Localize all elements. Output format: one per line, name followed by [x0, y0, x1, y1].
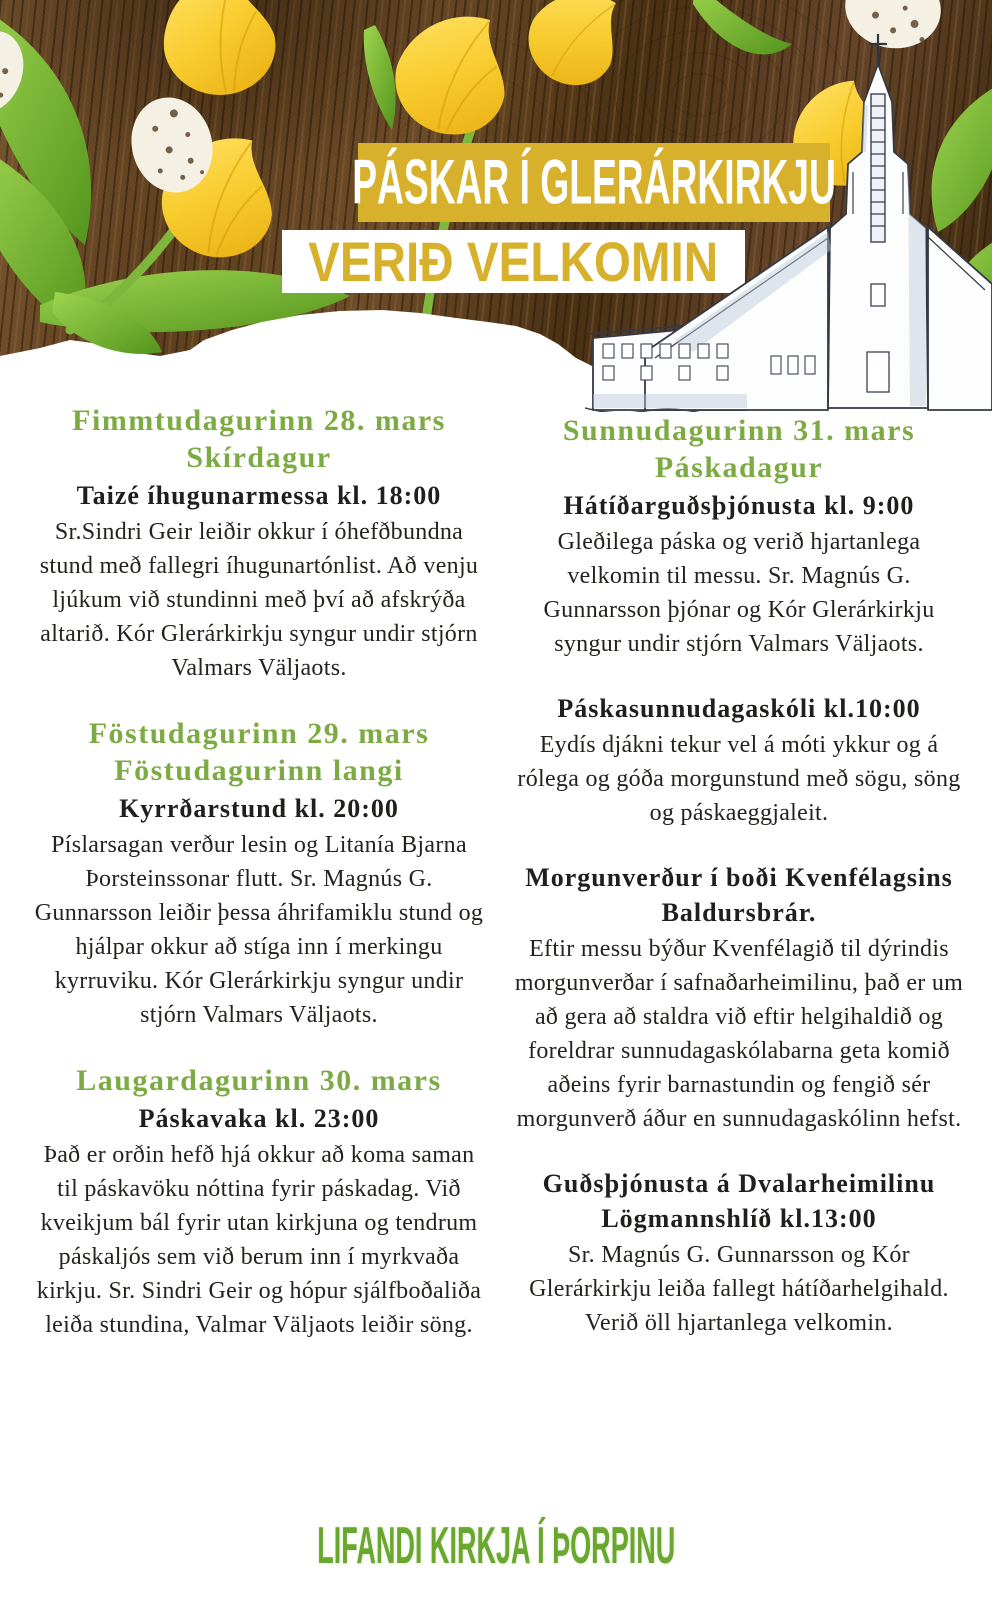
event-description: Sr. Magnús G. Gunnarsson og Kór Glerárkirkju leiða fallegt hátíðarhelgihald. Verið öll hjartanlega velkomin.	[529, 1242, 949, 1336]
schedule-column-right	[498, 396, 992, 1372]
event-date-line: Fimmtudagurinn 28. mars	[72, 404, 446, 437]
event-block-sunday-service	[510, 412, 968, 661]
event-block-saturday	[30, 1062, 488, 1342]
event-description: Það er orðin hefð hjá okkur að koma saman til páskavöku nóttina fyrir páskadag. Við kveikjum bál fyrir utan kirkjuna og tendrum páskaljós sem við berum inn í myrkvaða kirkju. Sr. Sindri Geir og hópur sjálfboðaliða leiða stundina, Valmar Väljaots leiðir söng.	[36, 1142, 482, 1338]
event-title: Taizé íhugunarmessa kl. 18:00	[76, 481, 442, 510]
event-title: Morgunverður í boði Kvenfélagsins Baldursbrár.	[525, 863, 953, 927]
event-date-line: Sunnudagurinn 31. mars	[562, 414, 916, 447]
event-description: Eftir messu býður Kvenfélagið til dýrindis morgunverðar í safnaðarheimilinu, það er um að gera að staldra við eftir helgihaldið og foreldrar sunnudagaskólabarna geta komið aðeins fyrir barnastundin og fengið sér morgunverð áður en sunnudagaskólinn hefst.	[514, 936, 964, 1132]
church-sketch-icon	[585, 22, 992, 412]
event-date-heading	[30, 402, 488, 476]
schedule	[0, 396, 992, 1372]
schedule-column-left	[0, 396, 498, 1372]
event-block-friday	[30, 715, 488, 1032]
event-description: Gleðilega páska og verið hjartanlega velkomin til messu. Sr. Magnús G. Gunnarsson þjónar og Kór Glerárkirkju syngur undir stjórn Valmars Väljaots.	[543, 529, 935, 657]
event-date-line: Laugardagurinn 30. mars	[76, 1064, 442, 1097]
event-date-heading	[30, 715, 488, 789]
event-title: Kyrrðarstund kl. 20:00	[119, 794, 399, 823]
event-description: Eydís djákni tekur vel á móti ykkur og á rólega og góða morgunstund með sögu, söng og páskaeggjaleit.	[517, 732, 961, 826]
footer	[0, 1516, 992, 1576]
event-block-breakfast	[510, 860, 968, 1136]
event-date-heading	[510, 412, 968, 486]
page-title: PÁSKAR Í GLERÁRKIRKJU	[352, 147, 836, 218]
event-date-line: Páskadagur	[654, 451, 824, 484]
event-date-line: Föstudagurinn langi	[114, 754, 404, 787]
event-title: Páskasunnudagaskóli kl.10:00	[557, 694, 921, 723]
event-description: Píslarsagan verður lesin og Litanía Bjarna Þorsteinssonar flutt. Sr. Magnús G. Gunnarsson leiðir þessa áhrifamiklu stund og hjálpar okkur að stíga inn í merkingu kyrruviku. Kór Glerárkirkju syngur undir stjórn Valmars Väljaots.	[34, 832, 484, 1028]
event-date-line: Skírdagur	[186, 441, 332, 474]
header-photo	[0, 0, 992, 412]
event-title: Páskavaka kl. 23:00	[138, 1104, 380, 1133]
page-subtitle: VERIÐ VELKOMIN	[308, 230, 719, 293]
event-block-thursday	[30, 402, 488, 685]
event-title: Guðsþjónusta á Dvalarheimilinu Lögmannshlíð kl.13:00	[542, 1169, 936, 1233]
event-block-sunday-school	[510, 691, 968, 830]
event-date-heading	[30, 1062, 488, 1099]
event-block-nursing-home	[510, 1166, 968, 1340]
footer-tagline: LIFANDI KIRKJA Í ÞORPINU	[316, 1517, 676, 1575]
event-title: Hátíðarguðsþjónusta kl. 9:00	[563, 491, 915, 520]
event-description: Sr.Sindri Geir leiðir okkur í óhefðbundna stund með fallegri íhugunartónlist. Að venju ljúkum við stundinni með því að afskrýða altarið. Kór Glerárkirkju syngur undir stjórn Valmars Väljaots.	[39, 519, 479, 681]
event-date-line: Föstudagurinn 29. mars	[88, 717, 430, 750]
